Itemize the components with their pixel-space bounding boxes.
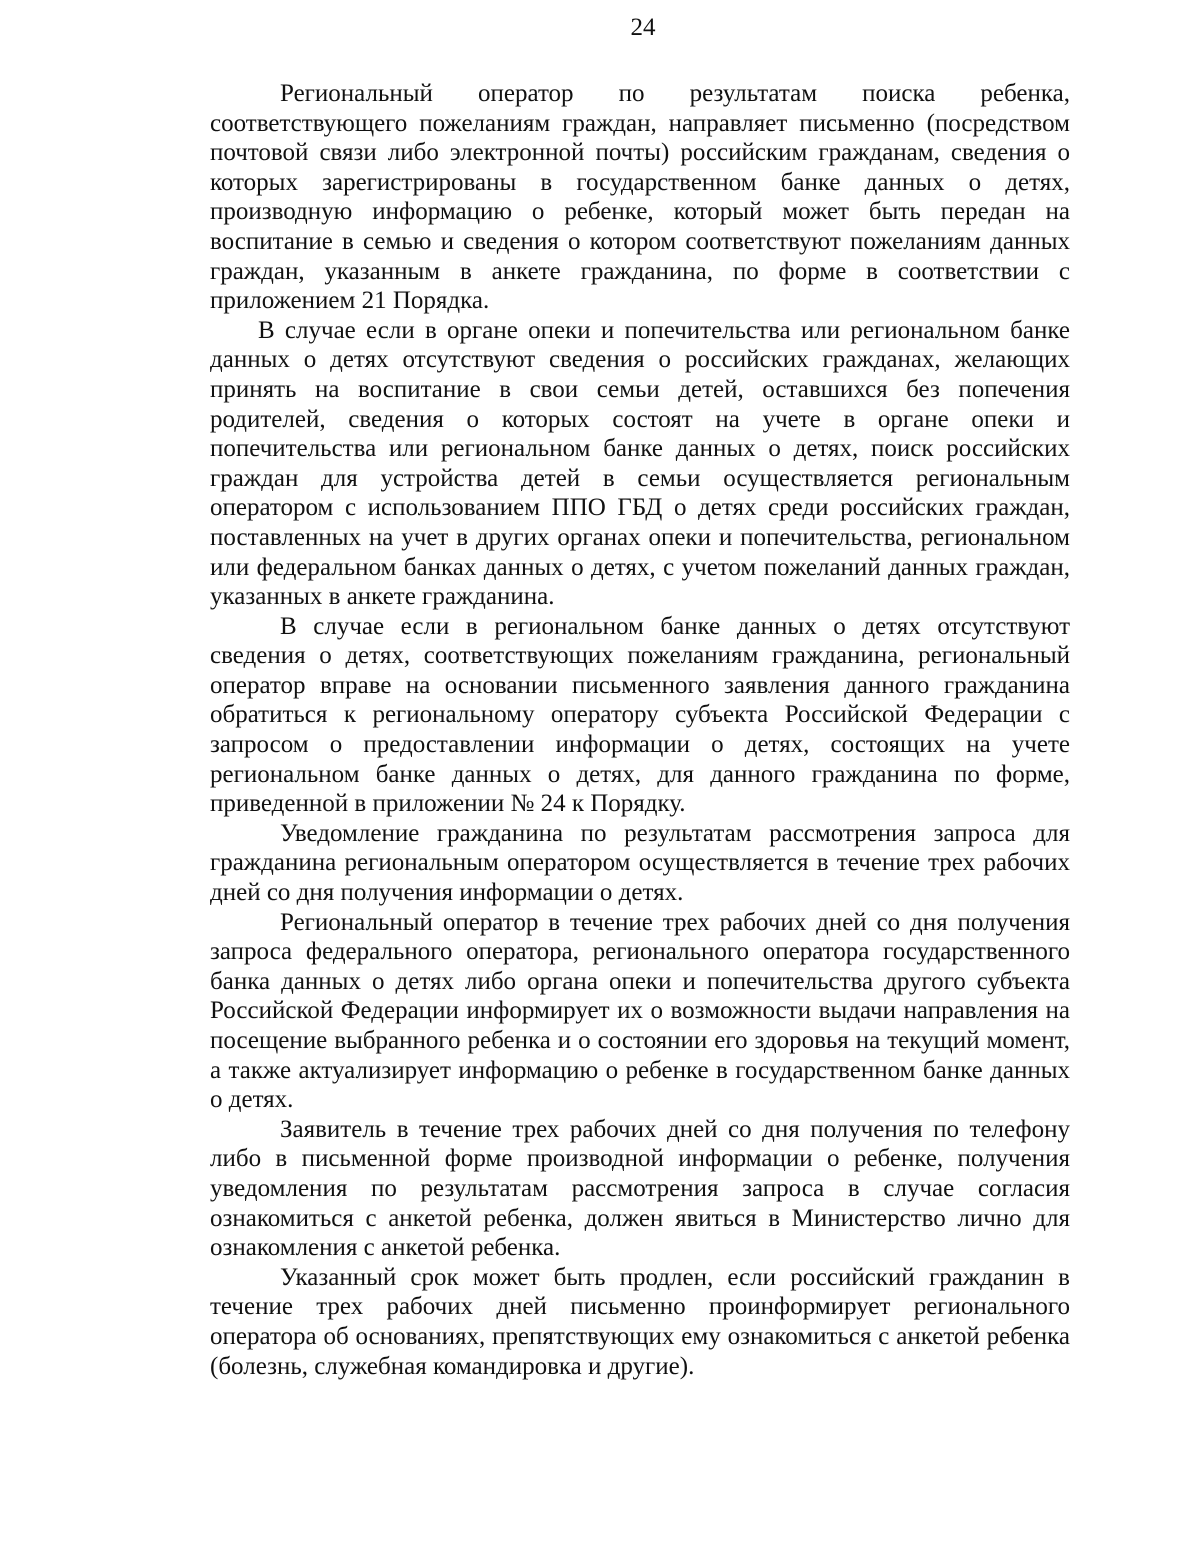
paragraph-operator-informs: Региональный оператор в течение трех рабочих дней со дня получения запроса федерального оператора, регионального оператора государственного банка данных о детях либо органа опеки и попечительства другого субъекта Российской Федерации информирует их о возможности выдачи направления на посещение выбранного ребенка и о состоянии его здоровья на текущий момент, а также актуализирует информацию о ребенке в государственном банке данных о детях. — [210, 908, 1070, 1114]
paragraph-citizen-notification: Уведомление гражданина по результатам рассмотрения запроса для гражданина региональным оператором осуществляется в течение трех рабочих дней со дня получения информации о детях. — [210, 819, 1070, 907]
paragraph-no-child-data: В случае если в региональном банке данных о детях отсутствуют сведения о детях, соответствующих пожеланиям гражданина, региональный оператор вправе на основании письменного заявления данного гражданина обратиться к региональному оператору субъекта Российской Федерации с запросом о предоставлении информации о детях, состоящих на учете региональном банке данных о детях, для данного гражданина по форме, приведенной в приложении № 24 к Порядку. — [210, 612, 1070, 818]
paragraph-term-extension: Указанный срок может быть продлен, если российский гражданин в течение трех рабочих дней письменно проинформирует регионального оператора об основаниях, препятствующих ему ознакомиться с анкетой ребенка (болезнь, служебная командировка и другие). — [210, 1263, 1070, 1380]
paragraph-applicant-visit: Заявитель в течение трех рабочих дней со дня получения по телефону либо в письменной форме производной информации о ребенке, получения уведомления по результатам рассмотрения запроса в случае согласия ознакомиться с анкетой ребенка, должен явиться в Министерство лично для ознакомления с анкетой ребенка. — [210, 1115, 1070, 1262]
document-body — [210, 79, 1070, 1381]
paragraph-no-citizen-data: В случае если в органе опеки и попечительства или региональном банке данных о детях отсутствуют сведения о российских гражданах, желающих принять на воспитание в свои семьи детей, оставшихся без попечения родителей, сведения о которых состоят на учете в органе опеки и попечительства или региональном банке данных о детях, поиск российских граждан для устройства детей в семьи осуществляется региональным оператором с использованием ППО ГБД о детях среди российских граждан, поставленных на учет в других органах опеки и попечительства, региональном или федеральном банках данных о детях, с учетом пожеланий данных граждан, указанных в анкете гражданина. — [210, 316, 1070, 611]
paragraph-search-result-notice: Региональный оператор по результатам поиска ребенка, соответствующего пожеланиям граждан, направляет письменно (посредством почтовой связи либо электронной почты) российским гражданам, сведения о которых зарегистрированы в государственном банке данных о детях, производную информацию о ребенке, который может быть передан на воспитание в семью и сведения о котором соответствуют пожеланиям данных граждан, указанным в анкете гражданина, по форме в соответствии с приложением 21 Порядка. — [210, 80, 1070, 315]
page-number: 24 — [630, 14, 656, 41]
